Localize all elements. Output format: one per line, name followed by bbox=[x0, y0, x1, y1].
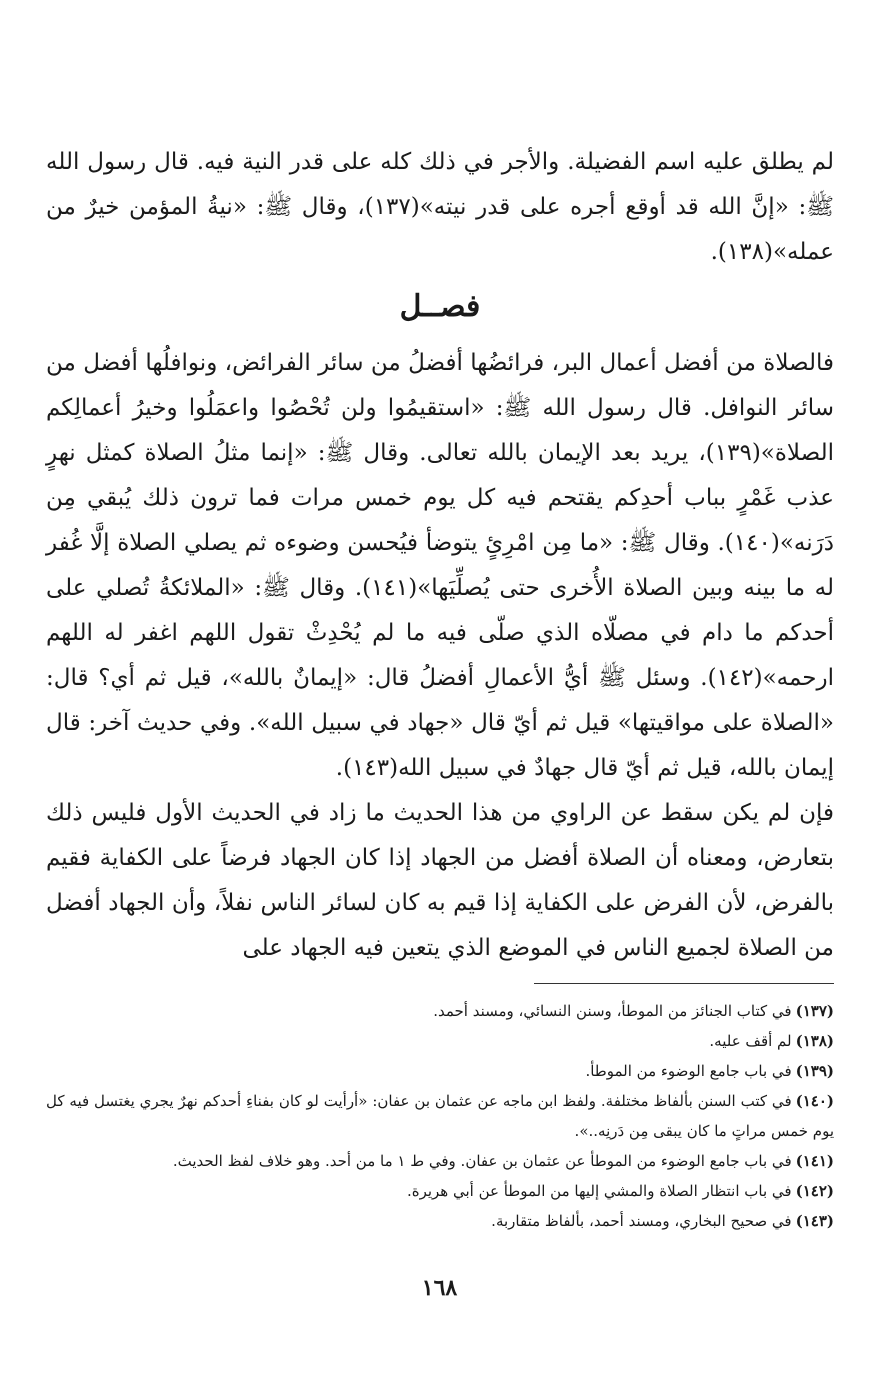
footnote-text: في صحيح البخاري، ومسند أحمد، بألفاظ متقاربة. bbox=[491, 1212, 792, 1230]
footnote-text: لم أقف عليه. bbox=[709, 1032, 792, 1050]
footnote-137 bbox=[46, 996, 834, 1026]
footnote-number: (١٤٢) bbox=[795, 1182, 834, 1200]
page-number: ١٦٨ bbox=[421, 1275, 458, 1301]
footnote-text: في باب جامع الوضوء من الموطأ. bbox=[585, 1062, 792, 1080]
footnote-141 bbox=[46, 1146, 834, 1176]
footnotes-list bbox=[46, 996, 834, 1236]
footnote-142 bbox=[46, 1176, 834, 1206]
footnote-139 bbox=[46, 1056, 834, 1086]
footnote-number: (١٤٣) bbox=[795, 1212, 834, 1230]
footnote-number: (١٣٩) bbox=[795, 1062, 834, 1080]
footnote-number: (١٤١) bbox=[795, 1152, 834, 1170]
body-paragraph-1: فالصلاة من أفضل أعمال البر، فرائضُها أفضلُ من سائر الفرائض، ونوافلُها أفضل من سائر النوافل. قال رسول الله ﷺ: «استقيمُوا ولن تُحْصُوا واعمَلُوا وخيرُ أعمالِكم الصلاة»(١٣٩)، يريد بعد الإيمان بالله تعالى. وقال ﷺ: «إنما مثلُ الصلاة كمثل نهرٍ عذب غَمْرٍ بباب أحدِكم يقتحم فيه كل يوم خمس مرات فما ترون ذلك يُبقي مِن دَرَنه»(١٤٠). وقال ﷺ: «ما مِن امْرِئٍ يتوضأ فيُحسن وضوءه ثم يصلي الصلاة إلَّا غُفر له ما بينه وبين الصلاة الأُخرى حتى يُصلِّيَها»(١٤١). وقال ﷺ: «الملائكةُ تُصلي على أحدكم ما دام في مصلّاه الذي صلّى فيه ما لم يُحْدِثْ تقول اللهم اغفر له اللهم ارحمه»(١٤٢). وسئل ﷺ أيُّ الأعمالِ أفضلُ قال: «إيمانٌ بالله»، قيل ثم أي؟ قال: «الصلاة على مواقيتها» قيل ثم أيّ قال «جهاد في سبيل الله». وفي حديث آخر: قال إيمان بالله، قيل ثم أيّ قال جهادٌ في سبيل الله(١٤٣). bbox=[46, 350, 834, 781]
body-paragraph-2: فإن لم يكن سقط عن الراوي من هذا الحديث ما زاد في الحديث الأول فليس ذلك بتعارض، ومعناه أن الصلاة أفضل من الجهاد إذا كان الجهاد فرضاً على الكفاية فقيم بالفرض، لأن الفرض على الكفاية إذا قيم به كان لسائر الناس نفلاً، وأن الجهاد أفضل من الصلاة لجميع الناس في الموضع الذي يتعين فيه الجهاد على bbox=[46, 800, 834, 961]
footnote-text: في كتب السنن بألفاظ مختلفة. ولفظ ابن ماجه عن عثمان بن عفان: «أرأيت لو كان بفناءِ أحدكم نهرٌ يجري يغتسل فيه كل يوم خمس مراتٍ ما كان يبقى مِن دَرنِه..». bbox=[46, 1092, 834, 1140]
page-content bbox=[46, 140, 834, 1236]
footnote-text: في باب انتظار الصلاة والمشي إليها من الموطأ عن أبي هريرة. bbox=[406, 1182, 792, 1200]
footnote-143 bbox=[46, 1206, 834, 1236]
footnote-140 bbox=[46, 1086, 834, 1146]
footnote-number: (١٣٨) bbox=[795, 1032, 834, 1050]
section-heading: فصــل bbox=[399, 289, 481, 324]
footnote-number: (١٤٠) bbox=[795, 1092, 834, 1110]
footnote-138 bbox=[46, 1026, 834, 1056]
intro-paragraph: لم يطلق عليه اسم الفضيلة. والأجر في ذلك كله على قدر النية فيه. قال رسول الله ﷺ: «إنَّ الله قد أوقع أجره على قدر نيته»(١٣٧)، وقال ﷺ: «نيةُ المؤمن خيرٌ من عمله»(١٣٨). bbox=[46, 149, 834, 265]
footnote-number: (١٣٧) bbox=[795, 1002, 834, 1020]
footnote-text: في كتاب الجنائز من الموطأ، وسنن النسائي، ومسند أحمد. bbox=[433, 1002, 792, 1020]
footnote-text: في باب جامع الوضوء من الموطأ عن عثمان بن عفان. وفي ط ١ ما من أحد. وهو خلاف لفظ الحديث. bbox=[172, 1152, 792, 1170]
footnote-divider bbox=[534, 983, 834, 984]
